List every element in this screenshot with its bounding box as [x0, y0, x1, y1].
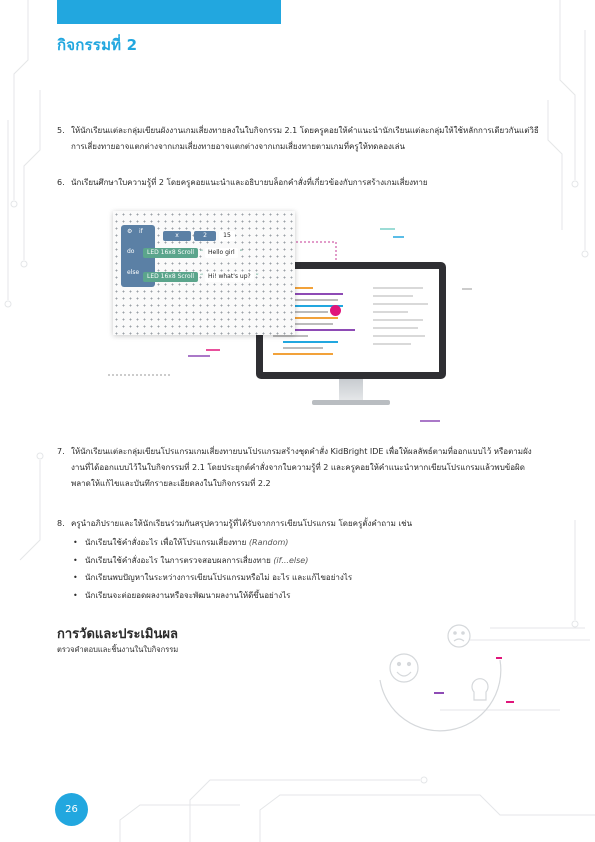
list-item: • นักเรียนจะต่อยอดผลงานหรือจะพัฒนาผลงานให้ดีขึ้นอย่างไร: [73, 590, 291, 600]
led-text-value: Hello girl: [205, 248, 238, 258]
monitor-base: [312, 400, 390, 405]
step-item-7: [57, 444, 541, 492]
led-scroll-block-1: [143, 247, 243, 258]
connector-dot: [330, 305, 341, 316]
block-editor-workspace: [113, 211, 295, 335]
step-number: 6.: [57, 178, 65, 187]
monitor-stand: [339, 379, 363, 401]
step-text: ครูนำอภิปรายและให้นักเรียนร่วมกันสรุปความรู้ที่ได้รับจากการเขียนโปรแกรม โดยครูตั้งคำถาม เช่น: [71, 519, 413, 528]
step-item-5: [57, 123, 541, 155]
discussion-questions: [71, 534, 541, 604]
step-text: ให้นักเรียนแต่ละกลุ่มเขียนโปรแกรมเกมเสี่ยงทายบนโปรแกรมสร้างชุดคำสั่ง KidBright IDE เพื่อให้ผลลัพธ์ตามที่ออกแบบไว้ หรือตามผังงานที่ได้ออกแบบไว้ในใบกิจกรรมที่ 2.1 โดยประยุกต์คำสั่งจากใบความรู้ที่ 2 และครูคอยให้คำแนะนำหากเขียนโปรแกรมแล้วพบข้อผิดพลาดให้แก้ไขและบันทึกรายละเอียดลงในใบกิจกรรมที่ 2.2: [71, 447, 532, 488]
evaluation-heading: การวัดและประเมินผล: [57, 627, 178, 642]
else-label: else: [127, 269, 140, 276]
led-text-value: Hi! what's up?: [205, 272, 254, 282]
question-text: นักเรียนใช้คำสั่งอะไร ในการตรวจสอบผลการเสี่ยงทาย: [85, 555, 271, 565]
step-item-6: [57, 175, 541, 191]
question-text: นักเรียนพบปัญหาในระหว่างการเขียนโปรแกรมหรือไม่ อะไร และแก้ไขอย่างไร: [85, 573, 353, 582]
activity-title: กิจกรรมที่ 2: [57, 36, 138, 54]
do-label: do: [127, 248, 135, 255]
step-text: ให้นักเรียนแต่ละกลุ่มเขียนผังงานเกมเสี่ยงทายลงในใบกิจกรรม 2.1 โดยครูคอยให้คำแนะนำนักเรียนแต่ละกลุ่มให้ใช้หลักการเดียวกันแต่วิธีการเสี่ยงทายอาจแตกต่างจากเกมเสี่ยงทายอาจแตกต่างจากเกมเสี่ยงทายตามเกมที่ครูให้ทดลองเล่น: [71, 126, 539, 151]
evaluation-subtitle: ตรวจคำตอบและชิ้นงานในใบกิจกรรม: [57, 645, 179, 654]
if-value: 15: [219, 231, 235, 241]
page-number: 26: [55, 793, 88, 826]
if-operator-dropdown: 2: [194, 231, 216, 241]
step-number: 8.: [57, 519, 65, 528]
led-block-label: LED 16x8 Scroll: [143, 272, 198, 282]
quote-open: “: [199, 273, 204, 280]
question-hint: (Random): [248, 538, 289, 547]
quote-close: ”: [255, 273, 259, 280]
led-block-label: LED 16x8 Scroll: [143, 248, 198, 258]
list-item: • นักเรียนใช้คำสั่งอะไร เพื่อให้โปรแกรมเสี่ยงทาย (Random): [73, 538, 289, 547]
list-item: • นักเรียนพบปัญหาในระหว่างการเขียนโปรแกรมหรือไม่ อะไร และแก้ไขอย่างไร: [73, 573, 353, 582]
question-text: นักเรียนจะต่อยอดผลงานหรือจะพัฒนาผลงานให้ดีขึ้นอย่างไร: [85, 590, 291, 600]
header-accent-bar: [57, 0, 281, 24]
if-var-dropdown: x: [163, 231, 191, 241]
quote-open: “: [199, 249, 204, 256]
quote-close: ”: [239, 249, 243, 256]
question-hint: (if...else): [273, 555, 309, 565]
step-number: 5.: [57, 126, 65, 135]
step-number: 7.: [57, 447, 65, 456]
led-scroll-block-2: [143, 271, 259, 282]
step-text: นักเรียนศึกษาใบความรู้ที่ 2 โดยครูคอยแนะนำและอธิบายบล็อกคำสั่งที่เกี่ยวข้องกับการสร้างเกมเสี่ยงทาย: [71, 178, 428, 187]
step-item-8: [57, 516, 541, 532]
if-icon: if: [139, 228, 143, 235]
list-item: • นักเรียนใช้คำสั่งอะไร ในการตรวจสอบผลการเสี่ยงทาย (if...else): [73, 555, 309, 565]
gear-icon: ⚙: [127, 228, 133, 235]
question-text: นักเรียนใช้คำสั่งอะไร เพื่อให้โปรแกรมเสี่ยงทาย: [85, 538, 247, 547]
